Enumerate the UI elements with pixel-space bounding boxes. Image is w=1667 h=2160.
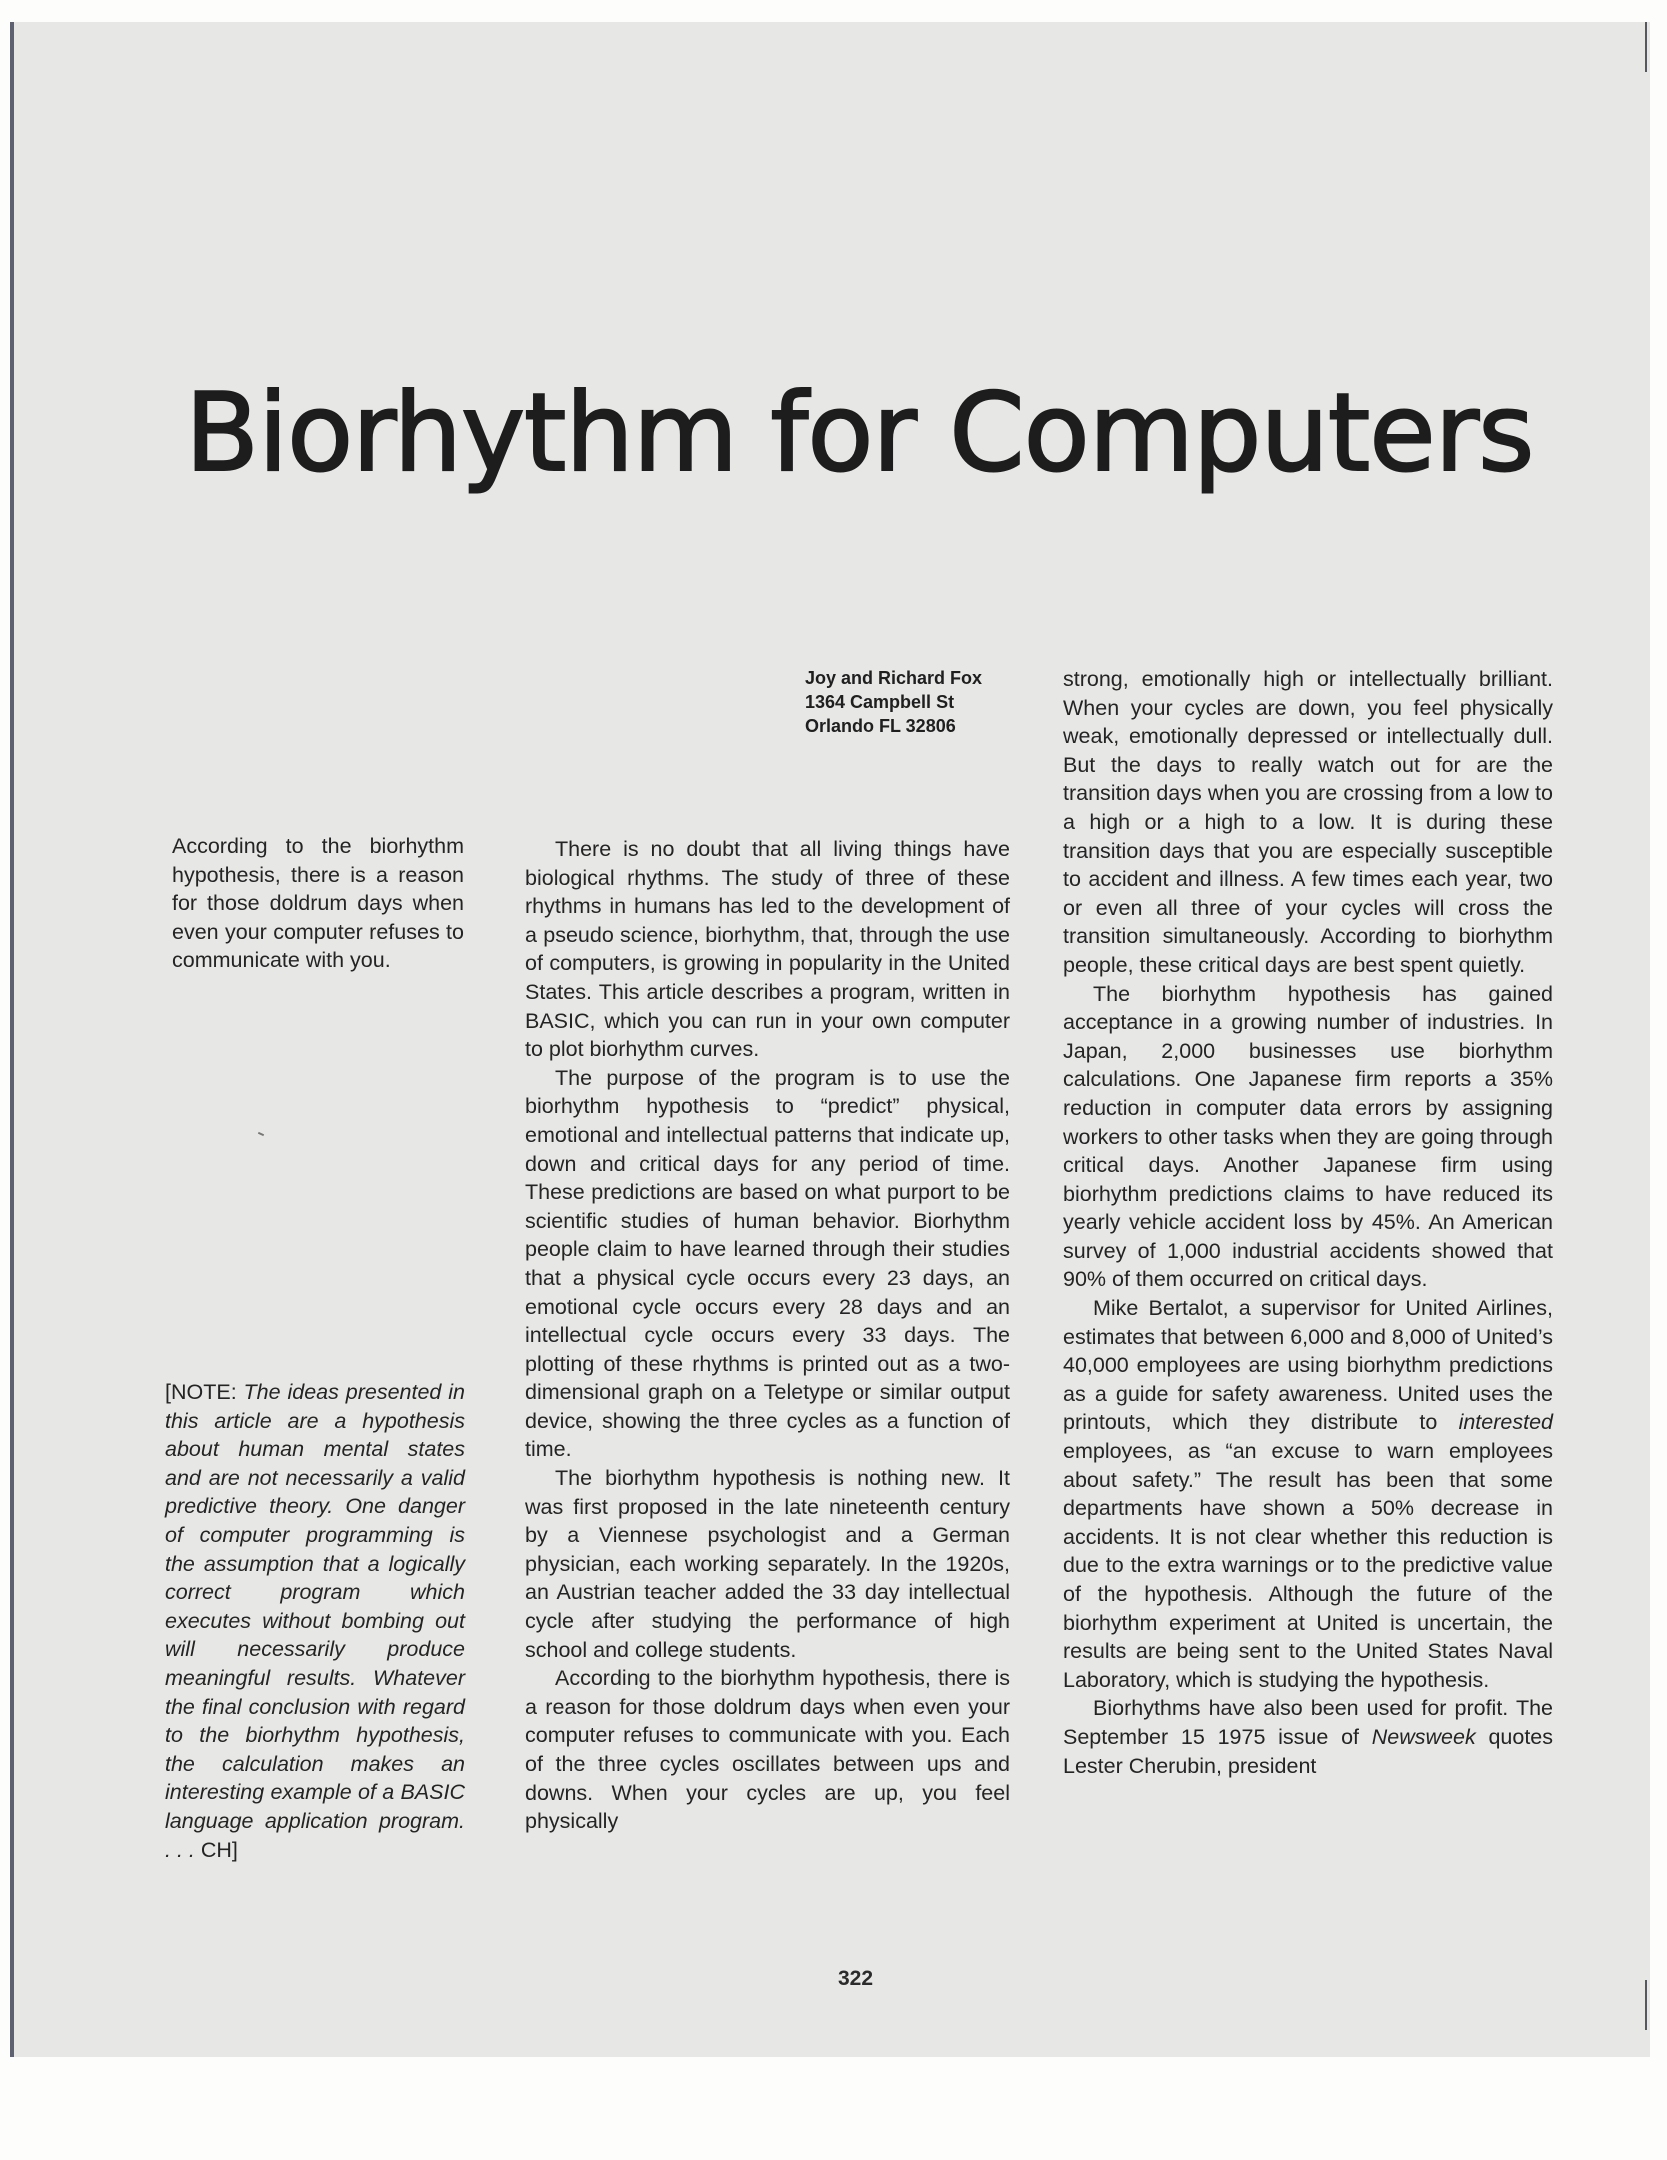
right-paragraph-3 xyxy=(1063,1294,1553,1694)
right-column xyxy=(1063,665,1553,1780)
teaser-column xyxy=(172,832,464,975)
right-paragraph-3-start: Mike Bertalot, a supervisor for United Airlines, estimates that between 6,000 and 8,000 of United’s 40,000 employees are using biorhythm predictions as a guide for safety awareness. United uses the printouts, which they distribute to xyxy=(1063,1296,1553,1435)
right-paragraph-4-start: Biorhythms have also been used for profit. The September 15 1975 issue of xyxy=(1063,1696,1553,1749)
author-city: Orlando FL 32806 xyxy=(805,716,956,736)
article-title: Biorhythm for Computers xyxy=(185,371,1534,497)
right-paragraph-3-italic: interested xyxy=(1458,1410,1553,1435)
right-paragraph-2: The biorhythm hypothesis has gained acceptance in a growing number of industries. In Japan, 2,000 businesses use biorhythm calculations. One Japanese firm reports a 35% reduction in computer data errors by assigning workers to other tasks when they are going through critical days. Another Japanese firm using biorhythm predictions claims to have reduced its yearly vehicle accident loss by 45%. An American survey of 1,000 industrial accidents showed that 90% of them occurred on critical days. xyxy=(1063,981,1553,1292)
note-signoff: CH] xyxy=(200,1837,238,1862)
page-number: 322 xyxy=(838,1967,874,1990)
page-binding-edge xyxy=(10,22,14,2057)
note-open: [NOTE: xyxy=(165,1380,244,1404)
author-name: Joy and Richard Fox xyxy=(805,668,983,688)
editor-note-text xyxy=(165,1378,465,1864)
middle-column xyxy=(525,835,1010,1836)
right-paragraph-4-end: quotes Lester Cherubin, president xyxy=(1063,1724,1553,1778)
right-paragraph-4 xyxy=(1063,1694,1553,1780)
right-paragraph-1: strong, emotionally high or intellectually brilliant. When your cycles are down, you feel physically weak, emotionally depressed or intellectually dull. But the days to really watch out for are the transition days when you are crossing from a low to a high or a high to a low. It is during these transition days that you are especially susceptible to accident and illness. A few times each year, two or even all three of your cycles will cross the transition simultaneously. According to biorhythm people, these critical days are best spent quietly. xyxy=(1063,667,1553,977)
right-paragraph-3-end: employees, as “an excuse to warn employees about safety.” The result has been that some departments have shown a 50% decrease in accidents. It is not clear whether this reduction is due to the extra warnings or to the predictive value of the hypothesis. Although the future of the biorhythm experiment at United is uncertain, the results are being sent to the United States Naval Laboratory, which is studying the hypothesis. xyxy=(1063,1439,1553,1692)
note-body: The ideas presented in this article are a hypothesis about human mental states and are not necessarily a valid predictive theory. One danger of computer programming is the assumption that a logically correct program which executes without bombing out will necessarily produce meaningful results. Whatever the final conclusion with regard to the biorhythm hypothesis, the calculation makes an interesting example of a BASIC language application program. . . . xyxy=(165,1380,465,1862)
teaser-text: According to the biorhythm hypothesis, there is a reason for those doldrum days when even your computer refuses to communicate with you. xyxy=(172,834,464,973)
middle-paragraph-2: The purpose of the program is to use the biorhythm hypothesis to “predict” physical, emotional and intellectual patterns that indicate up, down and critical days for any period of time. These predictions are based on what purport to be scientific studies of human behavior. Biorhythm people claim to have learned through their studies that a physical cycle occurs every 23 days, an emotional cycle occurs every 28 days and an intellectual cycle occurs every 33 days. The plotting of these rhythms is printed out as a two-dimensional graph on a Teletype or similar output device, showing the three cycles as a function of time. xyxy=(525,1065,1010,1462)
page-right-edge-top xyxy=(1645,22,1647,72)
middle-paragraph-3: The biorhythm hypothesis is nothing new. It was first proposed in the late nineteenth century by a Viennese psychologist and a German physician, each working separately. In the 1920s, an Austrian teacher added the 33 day intellectual cycle after studying the performance of high school and college students. xyxy=(525,1466,1010,1662)
page-right-edge-bottom xyxy=(1645,1980,1647,2030)
editor-note xyxy=(165,1378,465,1864)
middle-paragraph-4: According to the biorhythm hypothesis, there is a reason for those doldrum days when even your computer refuses to communicate with you. Each of the three cycles oscillates between ups and downs. When your cycles are up, you feel physically xyxy=(525,1666,1010,1834)
middle-paragraph-1: There is no doubt that all living things have biological rhythms. The study of three of these rhythms in humans has led to the development of a pseudo science, biorhythm, that, through the use of computers, is growing in popularity in the United States. This article describes a program, written in BASIC, which you can run in your own computer to plot biorhythm curves. xyxy=(525,837,1010,1062)
author-address xyxy=(805,666,1035,738)
author-street: 1364 Campbell St xyxy=(805,692,955,712)
newsweek-title: Newsweek xyxy=(1371,1724,1476,1749)
